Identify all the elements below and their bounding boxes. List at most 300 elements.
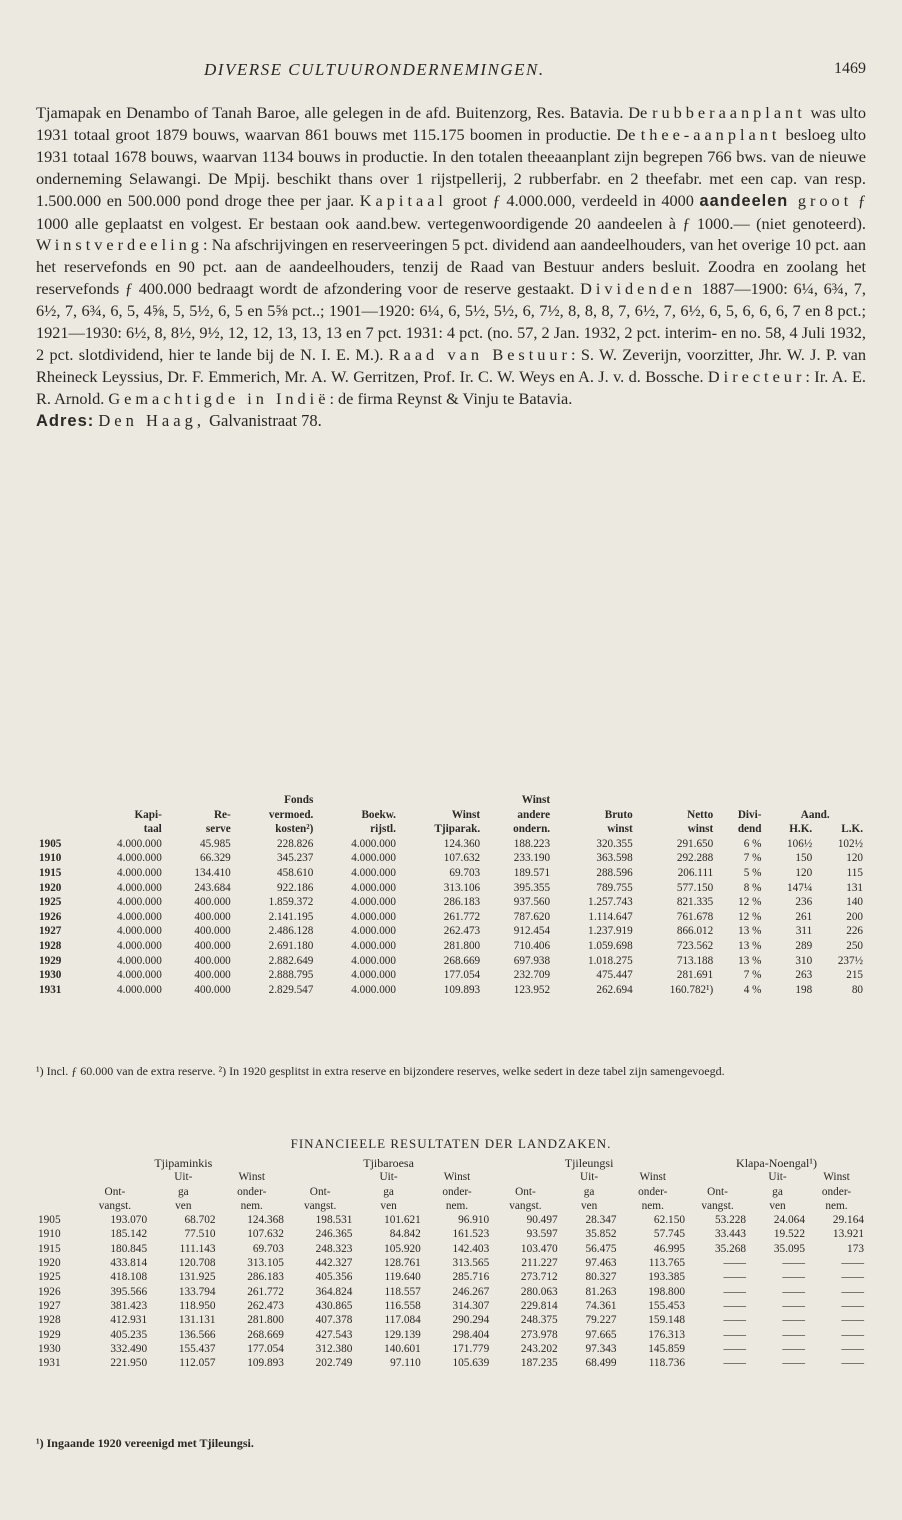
table-cell: 577.150 (676, 881, 714, 894)
table-cell: 4.000.000 (351, 837, 396, 850)
table-cell: 155.453 (648, 1299, 685, 1312)
table-cell: 147¼ (787, 881, 813, 894)
row-year: 1910 (39, 852, 62, 865)
table-cell: —— (841, 1299, 864, 1312)
table-cell: 189.571 (513, 866, 551, 879)
table-cell: 66.329 (199, 852, 231, 865)
table-row (36, 968, 866, 983)
row-year: 1910 (38, 1228, 61, 1241)
table-cell: 160.782¹) (669, 983, 714, 996)
table-cell: 418.108 (110, 1271, 148, 1284)
row-year: 1930 (38, 1342, 61, 1355)
table-cell: 111.143 (179, 1242, 216, 1255)
table-cell: 395.566 (110, 1285, 148, 1298)
table-cell: 198 (795, 983, 813, 996)
table-head-row-3: taal serve kosten²) rijstl. Tjiparak. ondern. winst winst dend H.K. L.K. (143, 823, 863, 836)
table-cell: 4.000.000 (117, 910, 162, 923)
table-cell: 4.000.000 (117, 852, 162, 865)
table-cell: 140 (846, 896, 863, 909)
row-year: 1925 (38, 1271, 61, 1284)
table-cell: 4.000.000 (351, 910, 396, 923)
table-cell: 261.772 (443, 910, 481, 923)
table-head-row-1: Fonds Winst (284, 794, 551, 806)
row-year: 1927 (38, 1299, 61, 1312)
landzaken-table-body (36, 1213, 866, 1370)
table-cell: 261 (795, 910, 813, 923)
table-cell: 97.665 (585, 1328, 617, 1341)
table-cell: 400.000 (194, 954, 231, 967)
table-cell: —— (841, 1357, 864, 1370)
table-cell: 19.522 (773, 1228, 805, 1241)
landzaken-subheader: nem. (445, 1199, 469, 1212)
table-cell: 206.111 (677, 866, 714, 879)
table-cell: 176.313 (648, 1328, 685, 1341)
table-row (36, 1313, 866, 1327)
table-cell: 13 % (738, 939, 762, 952)
table-cell: 35.852 (585, 1228, 617, 1241)
table-cell: 90.497 (526, 1214, 558, 1227)
table-cell: —— (782, 1342, 805, 1355)
table-cell: 123.952 (513, 983, 551, 996)
table-cell: —— (723, 1314, 747, 1327)
table-cell: 364.824 (315, 1285, 353, 1298)
table-cell: 140.601 (384, 1342, 421, 1355)
table-cell: 115 (846, 866, 863, 879)
table-cell: 4.000.000 (117, 969, 162, 982)
table-row (36, 924, 866, 939)
table-cell: 1.859.372 (268, 896, 314, 909)
row-year: 1915 (38, 1242, 61, 1255)
table-cell: 93.597 (526, 1228, 558, 1241)
table-row (36, 851, 866, 866)
table-cell: 273.978 (520, 1328, 558, 1341)
table-cell: 142.403 (452, 1242, 490, 1255)
table-cell: 363.598 (596, 852, 633, 865)
table-cell: 268.669 (443, 954, 481, 967)
table-cell: 106½ (787, 837, 813, 850)
landzaken-subheader: Uit- (580, 1171, 599, 1184)
table-cell: 97.463 (585, 1257, 617, 1270)
table-cell: 405.356 (315, 1271, 353, 1284)
table-cell: 697.938 (513, 954, 551, 967)
table-cell: —— (841, 1342, 864, 1355)
row-year: 1930 (39, 969, 62, 982)
body-text (36, 102, 866, 433)
table-cell: 2.486.128 (268, 925, 314, 938)
table-cell: 710.406 (513, 939, 551, 952)
table-cell: 246.365 (315, 1228, 353, 1241)
table-cell: 313.106 (443, 881, 481, 894)
table-cell: 118.557 (384, 1285, 421, 1298)
table-cell: 1.237.919 (587, 925, 633, 938)
landzaken-subheader (81, 1170, 149, 1184)
table-cell: 226 (846, 925, 863, 938)
row-year: 1928 (38, 1314, 61, 1327)
table-cell: 233.190 (513, 852, 551, 865)
table-row (36, 1256, 866, 1270)
table-row (36, 895, 866, 910)
table-cell: 69.703 (449, 866, 481, 879)
table-row (36, 1356, 866, 1370)
table-cell: 193.070 (110, 1214, 148, 1227)
table-cell: 107.632 (443, 852, 481, 865)
page-number: 1469 (834, 60, 866, 77)
table-cell: 475.447 (596, 969, 633, 982)
table-cell: 821.335 (676, 896, 714, 909)
landzaken-subheader: vangst. (304, 1199, 337, 1212)
table-cell: 198.800 (648, 1285, 685, 1298)
table-cell: 159.148 (648, 1314, 685, 1327)
table-cell: 173 (847, 1242, 864, 1255)
results-table-body (36, 837, 866, 998)
table-cell: 79.227 (585, 1314, 617, 1327)
table-cell: 145.859 (648, 1342, 685, 1355)
table-row (36, 1227, 866, 1241)
table-cell: —— (723, 1299, 747, 1312)
table-cell: 723.562 (676, 939, 714, 952)
table-cell: 7 % (743, 852, 762, 865)
paragraph: Tjamapak en Denambo of Tanah Baroe, alle gelegen in de afd. Buitenzorg, Res. Batavia. De rubberaanplant was ulto 1931 totaal groot 1879 bouws, waarvan 861 bouws met 115.175 boomen in productie. De thee-aanplant besloeg ulto 1931 totaal 1678 bouws, waarvan 1134 bouws in productie. In den totalen theeaanplant zijn begrepen 766 bws. van de nieuwe onderneming Selawangi. De Mpij. beschikt thans over 1 rijstpellerij, 2 rubberfabr. en 2 theefabr. met een cap. van resp. 1.500.000 en 500.000 pond droge thee per jaar. Kapitaal groot ƒ 4.000.000, verdeeld in 4000 aandeelen groot ƒ 1000 alle geplaatst en volgest. Er bestaan ook aand.bew. vertegenwoordigende 20 aandeelen à ƒ 1000.— (niet genoteerd). Winstverdeeling: Na afschrijvingen en reserveeringen 5 pct. dividend aan aandeelhouders, van het overige 10 pct. aan het reservefonds en 90 pct. aan de aandeelhouders, tenzij de Raad van Bestuur anders besluit. Zoodra en zoolang het reservefonds ƒ 400.000 bedraagt wordt de afzondering voor de reserve gestaakt. Dividenden 1887—1900: 6¼, 6¾, 7, 6½, 7, 6¾, 6, 5, 4⅝, 5, 5½, 6, 5 en 5⅝ pct..; 1901—1920: 6¼, 6, 5½, 5½, 6, 7½, 8, 8, 8, 7, 6½, 7, 6½, 6, 5, 6, 6, 6, 7 en 8 pct.; 1921—1930: 6½, 8, 8½, 9½, 12, 12, 13, 13, 13 en 7 pct. 1931: 4 pct. (no. 57, 2 Jan. 1932, 2 pct. interim- en no. 58, 4 Juli 1932, 2 pct. slotdividend, hier te lande bij de N. I. E. M.). Raad van Bestuur: S. W. Zeverijn, voorzitter, Jhr. W. J. P. van Rheineck Leyssius, Dr. F. Emmerich, Mr. A. W. Gerritzen, Prof. Ir. C. W. Weys en A. J. v. d. Bossche. Directeur: Ir. A. E. R. Arnold. Gemachtigde in Indië: de firma Reynst & Vinju te Batavia. (36, 103, 867, 408)
results-table (36, 793, 866, 997)
table-cell: 430.865 (315, 1299, 353, 1312)
table-cell: 4.000.000 (351, 866, 396, 879)
table-cell: 4.000.000 (351, 969, 396, 982)
table-cell: 4.000.000 (117, 837, 162, 850)
row-year: 1927 (39, 925, 62, 938)
table-cell: 117.084 (384, 1314, 421, 1327)
row-year: 1928 (39, 939, 62, 952)
table-cell: 412.931 (110, 1314, 148, 1327)
table-cell: 312.380 (315, 1342, 353, 1355)
table-row (36, 983, 866, 998)
table-cell: 177.054 (247, 1342, 284, 1355)
table-cell: 68.702 (184, 1214, 216, 1227)
landzaken-subheader: vangst. (701, 1199, 734, 1212)
landzaken-subheader: Ont- (515, 1185, 536, 1198)
table-cell: 4.000.000 (117, 954, 162, 967)
table-cell: 243.684 (194, 881, 231, 894)
landzaken-subheader (491, 1170, 559, 1184)
table-cell: 29.164 (832, 1214, 864, 1227)
table-cell: 107.632 (247, 1228, 284, 1241)
landzaken-subheader: ven (769, 1199, 786, 1212)
table-cell: 56.475 (585, 1242, 617, 1255)
table-cell: 28.347 (585, 1214, 617, 1227)
table-cell: —— (723, 1328, 747, 1341)
table-cell: —— (841, 1328, 864, 1341)
row-year: 1925 (39, 896, 62, 909)
table-cell: 381.423 (110, 1299, 148, 1312)
table-cell: 131.131 (178, 1314, 216, 1327)
table-cell: 314.307 (452, 1299, 490, 1312)
table-cell: 400.000 (194, 925, 231, 938)
table-cell: 5 % (743, 866, 762, 879)
table-cell: 187.235 (520, 1357, 558, 1370)
landzaken-subheader: Uit- (174, 1171, 193, 1184)
table-cell: 7 % (743, 969, 762, 982)
table-cell: 4.000.000 (351, 925, 396, 938)
landzaken-subheader: ga (177, 1185, 189, 1198)
landzaken-subheader: ven (175, 1199, 192, 1212)
table-cell: 171.779 (452, 1342, 490, 1355)
table-cell: 248.323 (315, 1242, 353, 1255)
table-cell: 228.826 (277, 837, 314, 850)
table-cell: 433.814 (110, 1257, 148, 1270)
landzaken-subheader: Winst (823, 1171, 850, 1184)
table-cell: 134.410 (194, 866, 231, 879)
table-cell: 243.202 (520, 1342, 558, 1355)
landzaken-subheader: vangst. (509, 1199, 542, 1212)
table-cell: 4.000.000 (351, 983, 396, 996)
address-line: Adres: Den Haag, Galvanistraat 78. (36, 410, 322, 430)
table-cell: 188.223 (513, 837, 551, 850)
table-cell: 4.000.000 (117, 939, 162, 952)
table-cell: 866.012 (676, 925, 714, 938)
table-cell: 74.361 (585, 1299, 617, 1312)
table-cell: 131 (846, 881, 863, 894)
table-cell: 291.650 (676, 837, 714, 850)
table-cell: 912.454 (513, 925, 551, 938)
table-row (36, 866, 866, 881)
table-cell: 102½ (837, 837, 863, 850)
table-cell: 57.745 (653, 1228, 685, 1241)
table-cell: 101.621 (384, 1214, 421, 1227)
table-row (36, 954, 866, 969)
landzaken-subheader: Ont- (104, 1185, 126, 1198)
table-cell: 232.709 (513, 969, 551, 982)
table-cell: 442.327 (315, 1257, 353, 1270)
table-cell: 2.691.180 (268, 939, 314, 952)
row-year: 1920 (38, 1257, 61, 1270)
table-cell: 13 % (738, 925, 762, 938)
landzaken-caption: FINANCIEELE RESULTATEN DER LANDZAKEN. (290, 1136, 612, 1151)
row-year: 1905 (39, 837, 62, 850)
table-cell: —— (782, 1285, 805, 1298)
landzaken-head-row-1 (36, 1170, 866, 1184)
table-cell: 35.095 (773, 1242, 805, 1255)
table-cell: 118.736 (648, 1357, 685, 1370)
table-cell: 250 (846, 939, 863, 952)
landzaken-subheader: Ont- (707, 1185, 728, 1198)
landzaken-subheader: Uit- (379, 1171, 398, 1184)
row-year: 1931 (38, 1357, 61, 1370)
table-cell: 286.183 (247, 1271, 284, 1284)
landzaken-subheader: ga (583, 1185, 595, 1198)
table-cell: 261.772 (247, 1285, 284, 1298)
table-cell: —— (782, 1299, 805, 1312)
table-cell: 281.800 (247, 1314, 284, 1327)
row-year: 1931 (39, 983, 62, 996)
table-cell: 33.443 (714, 1228, 747, 1241)
table-row (36, 1242, 866, 1256)
table-cell: 285.716 (452, 1271, 490, 1284)
table-cell: 118.950 (179, 1299, 216, 1312)
table-cell: 281.800 (443, 939, 481, 952)
table-cell: —— (841, 1285, 864, 1298)
table-cell: 4 % (743, 983, 762, 996)
table-cell: 268.669 (247, 1328, 284, 1341)
table-cell: 128.761 (384, 1257, 421, 1270)
landzaken-subheader: onder- (442, 1185, 472, 1198)
table-cell: 133.794 (178, 1285, 216, 1298)
table-cell: 400.000 (194, 969, 231, 982)
table-cell: 4.000.000 (117, 983, 162, 996)
table-cell: —— (723, 1257, 747, 1270)
table-cell: 113.765 (648, 1257, 685, 1270)
table-cell: 97.110 (390, 1357, 421, 1370)
landzaken-subheader: nem. (825, 1199, 848, 1212)
table-cell: 200 (846, 910, 863, 923)
table-cell: 97.343 (585, 1342, 617, 1355)
table-cell: 289 (795, 939, 813, 952)
table-cell: 281.691 (676, 969, 714, 982)
table-cell: 180.845 (110, 1242, 148, 1255)
table-row (36, 1285, 866, 1299)
table-cell: 185.142 (110, 1228, 148, 1241)
table-cell: 13.921 (832, 1228, 864, 1241)
table-cell: 262.694 (596, 983, 633, 996)
table-cell: 103.470 (520, 1242, 558, 1255)
table-cell: 13 % (738, 954, 762, 967)
table-cell: 53.228 (714, 1214, 747, 1227)
table-cell: 155.437 (178, 1342, 216, 1355)
table-cell: 246.267 (452, 1285, 490, 1298)
table-cell: 273.712 (520, 1271, 558, 1284)
table-head-row-2: Kapi- Re- vermoed. Boekw. Winst andere Bruto Netto Divi- Aand. (134, 808, 830, 821)
table-cell: 286.183 (443, 896, 481, 909)
table-cell: 193.385 (648, 1271, 685, 1284)
table-cell: 288.596 (596, 866, 633, 879)
table-cell: 131.925 (178, 1271, 216, 1284)
table-cell: 45.985 (199, 837, 231, 850)
row-year: 1926 (39, 910, 62, 923)
table-cell: 4.000.000 (117, 896, 162, 909)
landzaken-subheader (687, 1170, 748, 1184)
table-cell: 136.566 (178, 1328, 216, 1341)
landzaken-subheader: vangst. (98, 1199, 132, 1212)
table-cell: 202.749 (315, 1357, 353, 1370)
landzaken-subheader: Winst (238, 1171, 266, 1184)
table-cell: 12 % (738, 910, 762, 923)
table-cell: 221.950 (110, 1357, 148, 1370)
table-cell: 405.235 (110, 1328, 148, 1341)
table-cell: 292.288 (676, 852, 714, 865)
table-row (36, 1328, 866, 1342)
table-cell: 395.355 (513, 881, 551, 894)
landzaken-subheader: ga (772, 1185, 783, 1198)
table-cell: 150 (795, 852, 813, 865)
table-cell: 119.640 (384, 1271, 421, 1284)
landzaken-subheader: nem. (641, 1199, 664, 1212)
table-cell: 62.150 (653, 1214, 685, 1227)
landzaken-head-row-3 (36, 1199, 866, 1213)
table-cell: 120 (846, 852, 863, 865)
table-row (36, 910, 866, 925)
table-cell: 129.139 (384, 1328, 421, 1341)
table-cell: 112.057 (179, 1357, 216, 1370)
table-row (36, 881, 866, 896)
table-cell: —— (782, 1328, 805, 1341)
table-row (36, 1213, 866, 1227)
table-cell: 1.059.698 (587, 939, 633, 952)
table-cell: 427.543 (315, 1328, 353, 1341)
table-cell: —— (723, 1285, 747, 1298)
table-row (36, 1299, 866, 1313)
landzaken-subheader: Winst (639, 1171, 667, 1184)
table-cell: 6 % (743, 837, 762, 850)
running-title: DIVERSE CULTUURONDERNEMINGEN. (204, 60, 545, 79)
table-cell: 458.610 (277, 866, 314, 879)
table-cell: —— (841, 1257, 864, 1270)
table-cell: 400.000 (194, 910, 231, 923)
table-cell: 313.565 (452, 1257, 490, 1270)
table-row (36, 1270, 866, 1284)
table-cell: 12 % (738, 896, 762, 909)
row-year: 1920 (39, 881, 62, 894)
landzaken-table (36, 1156, 866, 1370)
table-cell: —— (841, 1271, 864, 1284)
table-cell: 105.639 (452, 1357, 490, 1370)
table-cell: —— (782, 1357, 805, 1370)
table-cell: 345.237 (277, 852, 314, 865)
table-cell: 124.360 (443, 837, 481, 850)
table-cell: —— (723, 1357, 747, 1370)
table-cell: 407.378 (315, 1314, 353, 1327)
table-cell: 1.257.743 (587, 896, 633, 909)
table-cell: 2.829.547 (268, 983, 314, 996)
table-cell: 109.893 (443, 983, 481, 996)
landzaken-group-row: Tjipaminkis Tjibaroesa Tjileungsi Klapa-Noengal¹) (154, 1156, 817, 1170)
table-cell: 937.560 (513, 896, 551, 909)
table-cell: 211.227 (521, 1257, 558, 1270)
table-cell: 177.054 (443, 969, 481, 982)
row-year: 1926 (38, 1285, 61, 1298)
table-cell: 262.473 (247, 1299, 284, 1312)
landzaken-subheader: onder- (638, 1185, 668, 1198)
landzaken-head-row-2 (36, 1185, 866, 1199)
table-cell: 4.000.000 (351, 896, 396, 909)
table-cell: 4.000.000 (351, 939, 396, 952)
table-cell: 4.000.000 (117, 881, 162, 894)
table-cell: 236 (795, 896, 813, 909)
landzaken-subheader: onder- (237, 1185, 267, 1198)
table-cell: 68.499 (585, 1357, 617, 1370)
table-cell: 24.064 (773, 1214, 805, 1227)
page (36, 60, 867, 1450)
table-cell: 280.063 (520, 1285, 558, 1298)
table-cell: 198.531 (315, 1214, 353, 1227)
table-cell: 120 (795, 866, 813, 879)
table-cell: 4.000.000 (117, 866, 162, 879)
table-cell: 2.888.795 (268, 969, 314, 982)
table-cell: 789.755 (596, 881, 633, 894)
table-cell: 263 (795, 969, 813, 982)
table-cell: 81.263 (585, 1285, 617, 1298)
table-cell: 237½ (837, 954, 863, 967)
table-cell: 313.105 (247, 1257, 284, 1270)
table-cell: 120.708 (178, 1257, 216, 1270)
table-cell: —— (723, 1342, 747, 1355)
table-cell: 46.995 (653, 1242, 685, 1255)
table-cell: 105.920 (384, 1242, 421, 1255)
table-cell: 787.620 (513, 910, 551, 923)
table-row (36, 939, 866, 954)
footnote: ¹) Incl. ƒ 60.000 van de extra reserve. ²) In 1920 gesplitst in extra reserve en bijzondere reserves, welke sedert in deze tabel zijn samengevoegd. (36, 1064, 725, 1078)
table-cell: 229.814 (520, 1299, 558, 1312)
landzaken-subheader: Ont- (309, 1185, 331, 1198)
table-cell: 80 (851, 983, 863, 996)
table-cell: 77.510 (184, 1228, 216, 1241)
